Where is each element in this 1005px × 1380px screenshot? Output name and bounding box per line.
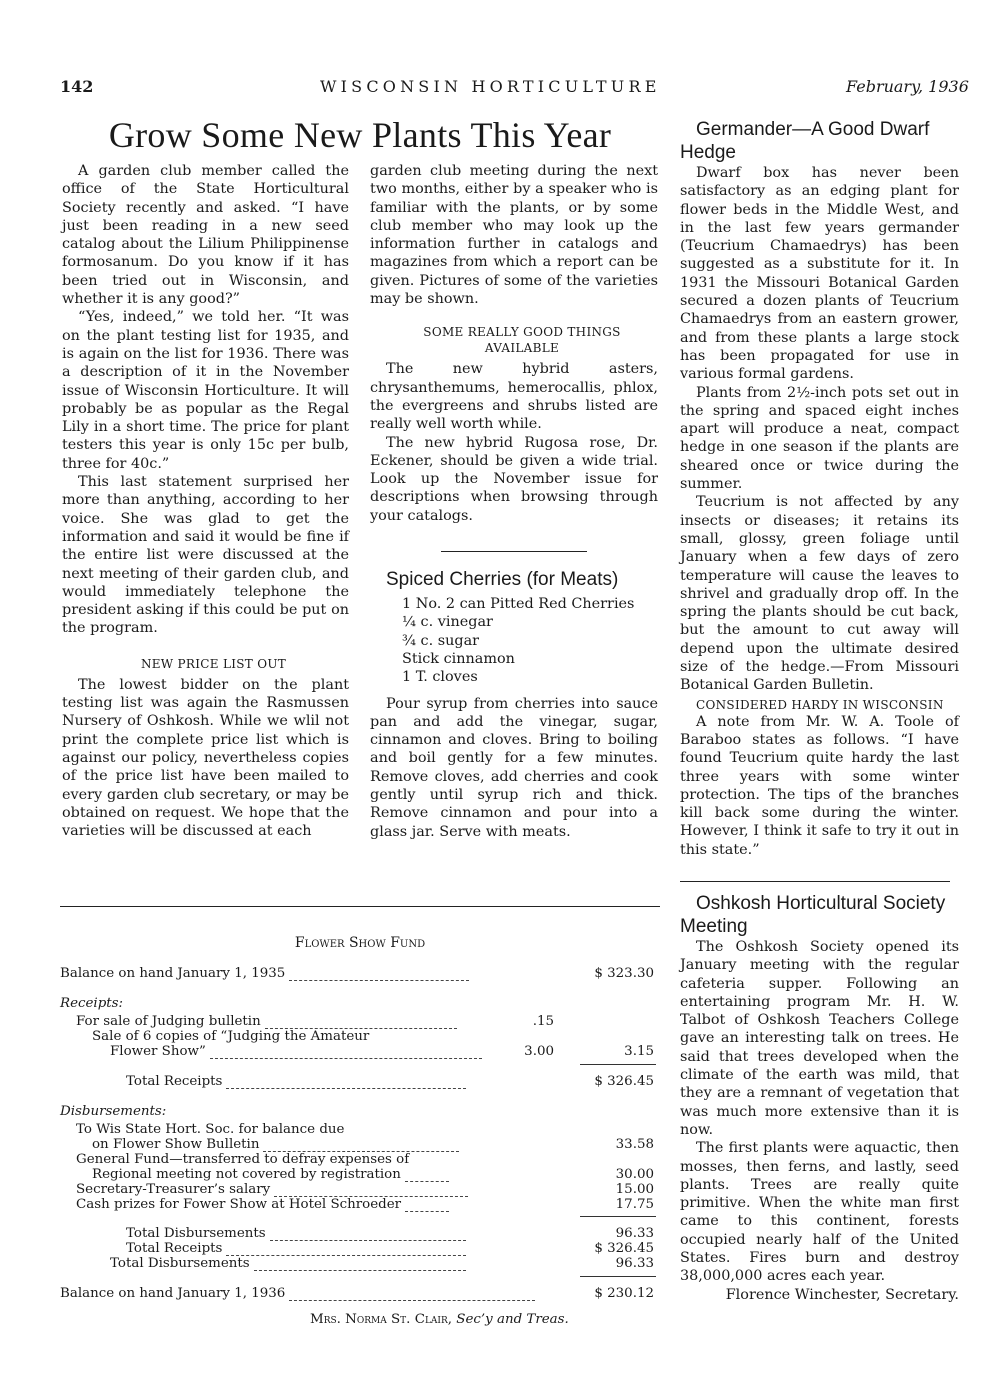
paragraph: The new hybrid Rugosa rose, Dr. Eckener, should be given a wide trial. Look up the November issue for descriptions when browsing through your catalogs. xyxy=(370,434,658,524)
disbursement-label-line-1: To Wis State Hort. Soc. for balance due xyxy=(76,1122,345,1137)
paragraph: “Yes, indeed,” we told her. “It was on the plant testing list for 1935, and is again on the list for 1936. There was a description of it in the November issue of Wisconsin Horticulture. It will probably be as popular as the Regal Lily in a short time. The price for plant testers this year is only 15c per bulb, three for 40c.” xyxy=(62,309,349,472)
germander-title: Germander—A Good Dwarf Hedge xyxy=(680,119,930,163)
section-divider xyxy=(680,881,950,882)
issue-date: February, 1936 xyxy=(846,77,969,96)
paragraph: The Oshkosh Society opened its January meeting with the regular cafeteria supper. Following an entertaining program Mr. H. W. Talbot of Oshkosh Teachers College gave an interesting talk on trees. He said that trees developed when the climate of the earth was mild, that they are a remnant of vegetation that was much more extensive than it is now. xyxy=(680,938,959,1138)
row-label: on Flower Show Bulletin xyxy=(92,1137,260,1152)
fund-statement xyxy=(60,906,660,1327)
sidebar-column xyxy=(680,118,959,1304)
receipt-row xyxy=(76,1014,457,1029)
receipt-label-line-1: Sale of 6 copies of “Judging the Amateur xyxy=(92,1029,370,1044)
amount: $ 230.12 xyxy=(594,1286,654,1301)
signature: Florence Winchester, Secretary. xyxy=(725,1286,959,1303)
ingredient: ¼ c. vinegar xyxy=(402,614,493,631)
paragraph: Teucrium is not affected by any insects or diseases; it retains its small, glossy, green foliage until January when a few days of zero temperature will cause the leaves to shrivel and gradually drop off. In the spring the plants should be cut back, but the amount to cut away will depend upon the ultimate desired size of the hedge.—From Missouri Botanical Garden Bulletin. xyxy=(680,494,959,694)
paragraph: Plants from 2½-inch pots set out in the spring and spaced eight inches apart will produce a neat, compact hedge in one season if the plants are sheared once or twice during the summer. xyxy=(680,384,959,493)
row-label: Regional meeting not covered by registration xyxy=(92,1167,401,1182)
disbursement-label-line-1: General Fund—transferred to defray expenses of xyxy=(76,1152,410,1167)
journal-title: WISCONSIN HORTICULTURE xyxy=(320,77,661,96)
receipt-row xyxy=(110,1044,482,1059)
disbursement-row xyxy=(76,1197,449,1212)
receipts-label: Receipts: xyxy=(60,996,124,1011)
summary-row xyxy=(110,1256,466,1271)
subheading-line-2: AVAILABLE xyxy=(484,341,560,356)
fund-signature xyxy=(310,1312,569,1327)
subheading: NEW PRICE LIST OUT xyxy=(140,656,287,671)
row-label: Total Receipts xyxy=(126,1074,223,1089)
amount: 33.58 xyxy=(615,1137,654,1152)
paragraph: This last statement surprised her more than anything, according to her voice. She was glad to get the information and said it would be fine if the entire list were discussed at the next meeting of their garden club, and would immediately telephone the president asking if this could be put on the program. xyxy=(62,474,349,637)
disbursements-label: Disbursements: xyxy=(60,1104,167,1119)
summary-row xyxy=(126,1226,466,1241)
paragraph: The lowest bidder on the plant testing list was again the Rasmussen Nursery of Oshkosh. While we wlil not print the complete price list which is against our policy, nevertheless copies of the price list have been mailed to every garden club secretary, or may be obtained on request. We hope that the varieties will be discussed at each xyxy=(62,676,349,840)
page-number: 142 xyxy=(60,77,94,96)
paragraph: A garden club member called the office of the State Horticultural Society recently and asked. “I have just been reading in a new seed catalog about the Lilium Philippinense formosanum. Do you know if it has been tried out in Wisconsin, and whether it is any good?” xyxy=(62,163,349,308)
disbursement-row xyxy=(92,1137,459,1152)
amount: 3.00 xyxy=(524,1044,554,1059)
article-headline: Grow Some New Plants This Year xyxy=(108,115,612,155)
amount: $ 326.45 xyxy=(594,1074,654,1089)
subheading-line-1: SOME REALLY GOOD THINGS xyxy=(423,325,621,340)
row-label: Total Disbursements xyxy=(110,1256,250,1271)
signatory-name: Mrs. Norma St. Clair, xyxy=(310,1312,453,1327)
summary-row xyxy=(126,1241,466,1256)
recipe-method: Pour syrup from cherries into sauce pan and add the vinegar, sugar, cinnamon and cloves. Bring to boiling and boil gently for a few minutes. Remove cloves, add cherries and cook gently until syrup rich and thick. Remove cinnamon and pour into a glass jar. Serve with meats. xyxy=(370,695,658,840)
sum-rule xyxy=(580,1216,656,1217)
row-label: Flower Show” xyxy=(110,1044,206,1059)
paragraph: A note from Mr. W. A. Toole of Baraboo states as follows. “I have found Teucrium quite hardy the last three years with some winter protection. The tips of the branches kill back some during the winter. However, I think it safe to try it out in this state.” xyxy=(680,713,959,858)
row-label: Cash prizes for Fower Show at Hotel Schroeder xyxy=(76,1197,402,1212)
paragraph: garden club meeting during the next two months, either by a speaker who is familiar with the plants, or by some club member who may look up the information further in catalogs and magazines from which a report can be given. Pictures of some of the varieties may be shown. xyxy=(370,163,658,308)
disbursement-row xyxy=(76,1182,468,1197)
subheading: CONSIDERED HARDY IN WISCONSIN xyxy=(696,697,944,712)
amount: $ 323.30 xyxy=(594,966,654,981)
row-label: Secretary-Treasurer’s salary xyxy=(76,1182,271,1197)
amount: 3.15 xyxy=(624,1044,654,1059)
row-label: Balance on hand January 1, 1936 xyxy=(60,1286,286,1301)
section-divider xyxy=(441,551,587,552)
paragraph: The new hybrid asters, chrysanthemums, hemerocallis, phlox, the evergreens and shrubs listed are really well worth while. xyxy=(370,361,658,433)
total-receipts-row xyxy=(126,1074,466,1089)
signatory-title: Sec’y and Treas. xyxy=(456,1312,569,1327)
article-column-1 xyxy=(62,162,349,840)
fund-title: Flower Show Fund xyxy=(294,935,426,951)
ingredient-list xyxy=(370,595,658,686)
amount: 96.33 xyxy=(615,1226,654,1241)
amount: 96.33 xyxy=(615,1256,654,1271)
recipe-title: Spiced Cherries (for Meats) xyxy=(386,569,619,591)
row-label: Total Disbursements xyxy=(126,1226,266,1241)
ingredient: ¾ c. sugar xyxy=(402,632,480,649)
article-column-2 xyxy=(370,162,658,841)
paragraph: The first plants were aquactic, then mosses, then ferns, and lastly, seed plants. Trees are really quite primitive. When the white man first came to this continent, forests occupied nearly half of the United States. Fires burn and destroy 38,000,000 acres each year. xyxy=(680,1140,959,1285)
ingredient: Stick cinnamon xyxy=(402,650,515,667)
ingredient: 1 T. cloves xyxy=(402,669,478,686)
disbursement-row xyxy=(92,1167,449,1182)
amount: $ 326.45 xyxy=(594,1241,654,1256)
row-label: For sale of Judging bulletin xyxy=(76,1014,261,1029)
amount: .15 xyxy=(532,1014,554,1029)
row-label: Total Receipts xyxy=(126,1241,223,1256)
oshkosh-title: Oshkosh Horticultural Society Meeting xyxy=(680,892,946,937)
row-label: Balance on hand January 1, 1935 xyxy=(60,966,286,981)
opening-balance-row xyxy=(60,966,469,981)
amount: 15.00 xyxy=(615,1182,654,1197)
closing-balance-row xyxy=(60,1286,535,1301)
amount: 30.00 xyxy=(615,1167,654,1182)
divider xyxy=(60,906,660,907)
sum-rule xyxy=(580,1064,656,1065)
paragraph: Dwarf box has never been satisfactory as an edging plant for flower beds in the Middle West, and in the last few years germander (Teucrium Chamaedrys) has been suggested as a substitute for it. In 1931 the Missouri Botanical Garden secured a dozen plants of Teucrium Chamaedrys from an eastern grower, and from these plants a large stock has been propagated for use in various formal gardens. xyxy=(680,165,959,383)
sum-rule xyxy=(580,1276,656,1277)
amount: 17.75 xyxy=(615,1197,654,1212)
ingredient: 1 No. 2 can Pitted Red Cherries xyxy=(402,596,635,613)
